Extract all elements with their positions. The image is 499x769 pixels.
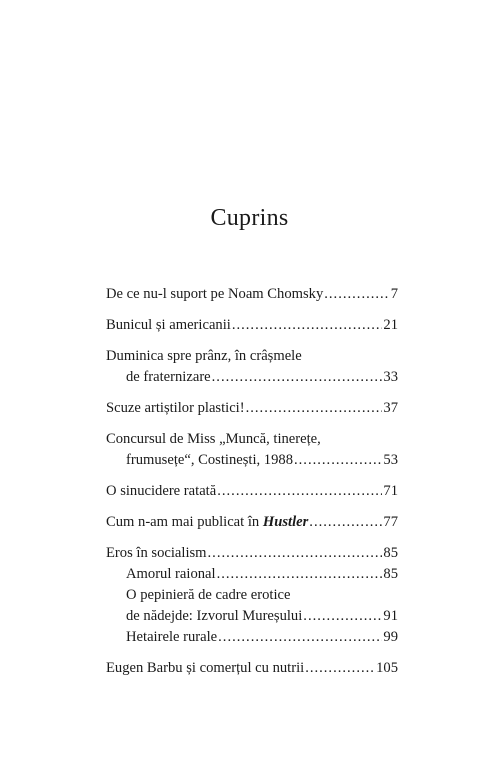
dot-leader <box>217 481 382 502</box>
toc-page-number: 53 <box>383 452 398 468</box>
toc-entry-title: Bunicul și americanii <box>106 317 231 333</box>
toc-entry <box>106 543 398 564</box>
toc-entry <box>106 284 398 305</box>
dot-leader <box>305 658 375 679</box>
toc-entry-title: De ce nu-l suport pe Noam Chomsky <box>106 286 324 302</box>
toc-entry <box>106 658 398 679</box>
toc-page-number: 85 <box>383 566 398 582</box>
toc-page-number: 105 <box>376 660 398 676</box>
toc-page-number: 85 <box>383 545 398 561</box>
toc-entry-title: Concursul de Miss „Muncă, tinerețe, <box>106 431 321 447</box>
dot-leader <box>303 606 382 627</box>
toc-entry-title-continued: de nădejde: Izvorul Mureșului <box>126 608 303 624</box>
toc-entry <box>106 481 398 502</box>
toc-entry-title: Eugen Barbu și comerțul cu nutrii <box>106 660 305 676</box>
dot-leader <box>212 367 383 388</box>
toc-entry <box>106 315 398 336</box>
dot-leader <box>218 627 382 648</box>
toc-page-number: 77 <box>383 514 398 530</box>
dot-leader <box>232 315 383 336</box>
toc-page-number: 37 <box>383 400 398 416</box>
toc-entry-title: Scuze artiștilor plastici! <box>106 400 245 416</box>
toc-entry-title: Duminica spre prânz, în crâșmele <box>106 348 302 364</box>
toc-entry-title-continued: de fraternizare <box>126 369 211 385</box>
magazine-title: Hustler <box>262 514 309 530</box>
toc-subentry <box>106 564 398 585</box>
toc-entry-title: Eros în socialism <box>106 545 207 561</box>
dot-leader <box>217 564 383 585</box>
toc-entry-title: O pepinieră de cadre erotice <box>126 587 291 603</box>
toc-page-number: 21 <box>383 317 398 333</box>
toc-entry <box>106 346 398 388</box>
table-of-contents <box>106 284 398 679</box>
page-title: Cuprins <box>210 205 289 231</box>
toc-entry <box>106 429 398 471</box>
toc-entry-title-continued: frumusețe“, Costinești, 1988 <box>126 452 293 468</box>
toc-subentry <box>106 627 398 648</box>
toc-page-number: 71 <box>383 483 398 499</box>
toc-page-number: 99 <box>383 629 398 645</box>
toc-subentry <box>106 585 398 627</box>
toc-entry-title: Hetairele rurale <box>126 629 218 645</box>
toc-entry-title: Cum n-am mai publicat în Hustler <box>106 514 309 530</box>
toc-entry <box>106 398 398 419</box>
toc-entry-title: Amorul raional <box>126 566 216 582</box>
dot-leader <box>208 543 383 564</box>
dot-leader <box>246 398 383 419</box>
toc-entry-title: O sinucidere ratată <box>106 483 217 499</box>
dot-leader <box>294 450 382 471</box>
dot-leader <box>309 512 382 533</box>
toc-page-number: 7 <box>390 286 398 302</box>
toc-page-number: 33 <box>383 369 398 385</box>
toc-page-number: 91 <box>383 608 398 624</box>
dot-leader <box>324 284 389 305</box>
toc-entry <box>106 512 398 533</box>
